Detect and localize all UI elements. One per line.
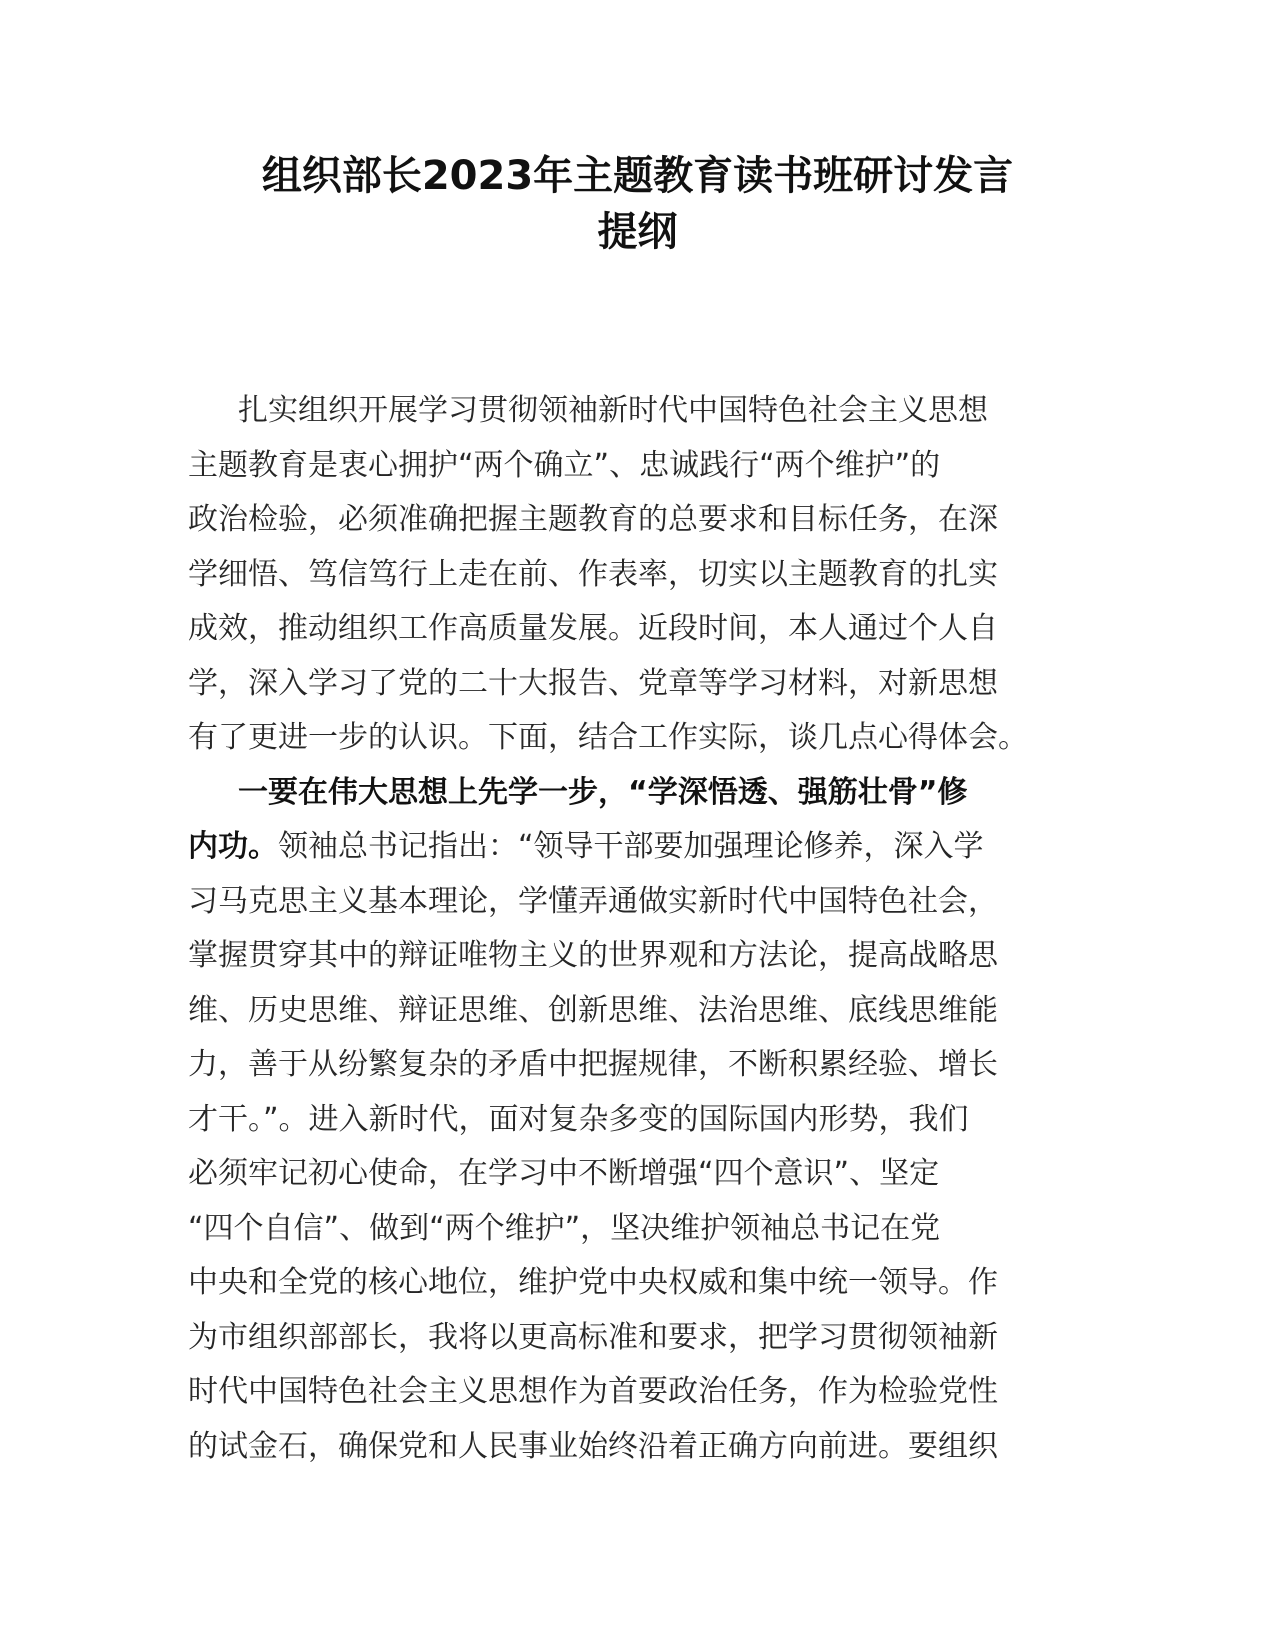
text-line: 扎实组织开展学习贯彻领袖新时代中国特色社会主义思想 <box>238 393 988 428</box>
text-line: 为市组织部部长，我将以更高标准和要求，把学习贯彻领袖新 <box>188 1319 998 1355</box>
title-line-2: 提纲 <box>597 209 678 255</box>
text-line <box>188 820 1088 875</box>
text-line: 主题教育是衷心拥护“两个确立”、忠诚践行“两个维护”的 <box>188 447 941 483</box>
text-line: 维、历史思维、辩证思维、创新思维、法治思维、底线思维能 <box>188 992 998 1028</box>
text-line: 习马克思主义基本理论，学懂弄通做实新时代中国特色社会， <box>188 883 998 919</box>
text-line: 学，深入学习了党的二十大报告、党章等学习材料，对新思想 <box>188 665 998 701</box>
text-line: 成效，推动组织工作高质量发展。近段时间，本人通过个人自 <box>188 611 998 646</box>
text-line: 学细悟、笃信笃行上走在前、作表率，切实以主题教育的扎实 <box>188 556 998 592</box>
text-line: 的试金石，确保党和人民事业始终沿着正确方向前进。要组织 <box>188 1428 998 1464</box>
paragraph-intro <box>188 384 1088 766</box>
paragraph-point-one <box>188 766 1088 1475</box>
document-body <box>188 384 1088 1474</box>
section-heading-end: 内功。 <box>188 829 278 864</box>
text-line: 政治检验，必须准确把握主题教育的总要求和目标任务，在深 <box>188 502 998 537</box>
text-line: 有了更进一步的认识。下面，结合工作实际，谈几点心得体会。 <box>188 720 1028 755</box>
text-line: 时代中国特色社会主义思想作为首要政治任务，作为检验党性 <box>188 1374 998 1409</box>
text-line: 才干。”。进入新时代，面对复杂多变的国际国内形势，我们 <box>188 1101 969 1137</box>
section-heading: 一要在伟大思想上先学一步，“学深悟透、强筋壮骨”修 <box>238 774 968 810</box>
text-line: 必须牢记初心使命，在学习中不断增强“四个意识”、坚定 <box>188 1156 940 1191</box>
text-fragment: 领袖总书记指出：“领导干部要加强理论修养，深入学 <box>278 829 984 864</box>
text-line: 中央和全党的核心地位，维护党中央权威和集中统一领导。作 <box>188 1265 998 1300</box>
text-line: “四个自信”、做到“两个维护”，坚决维护领袖总书记在党 <box>188 1210 941 1246</box>
document-title <box>180 148 1095 260</box>
title-line-1: 组织部长2023年主题教育读书班研讨发言 <box>261 153 1014 199</box>
text-line: 掌握贯穿其中的辩证唯物主义的世界观和方法论，提高战略思 <box>188 938 998 973</box>
text-line: 力，善于从纷繁复杂的矛盾中把握规律，不断积累经验、增长 <box>188 1047 998 1082</box>
